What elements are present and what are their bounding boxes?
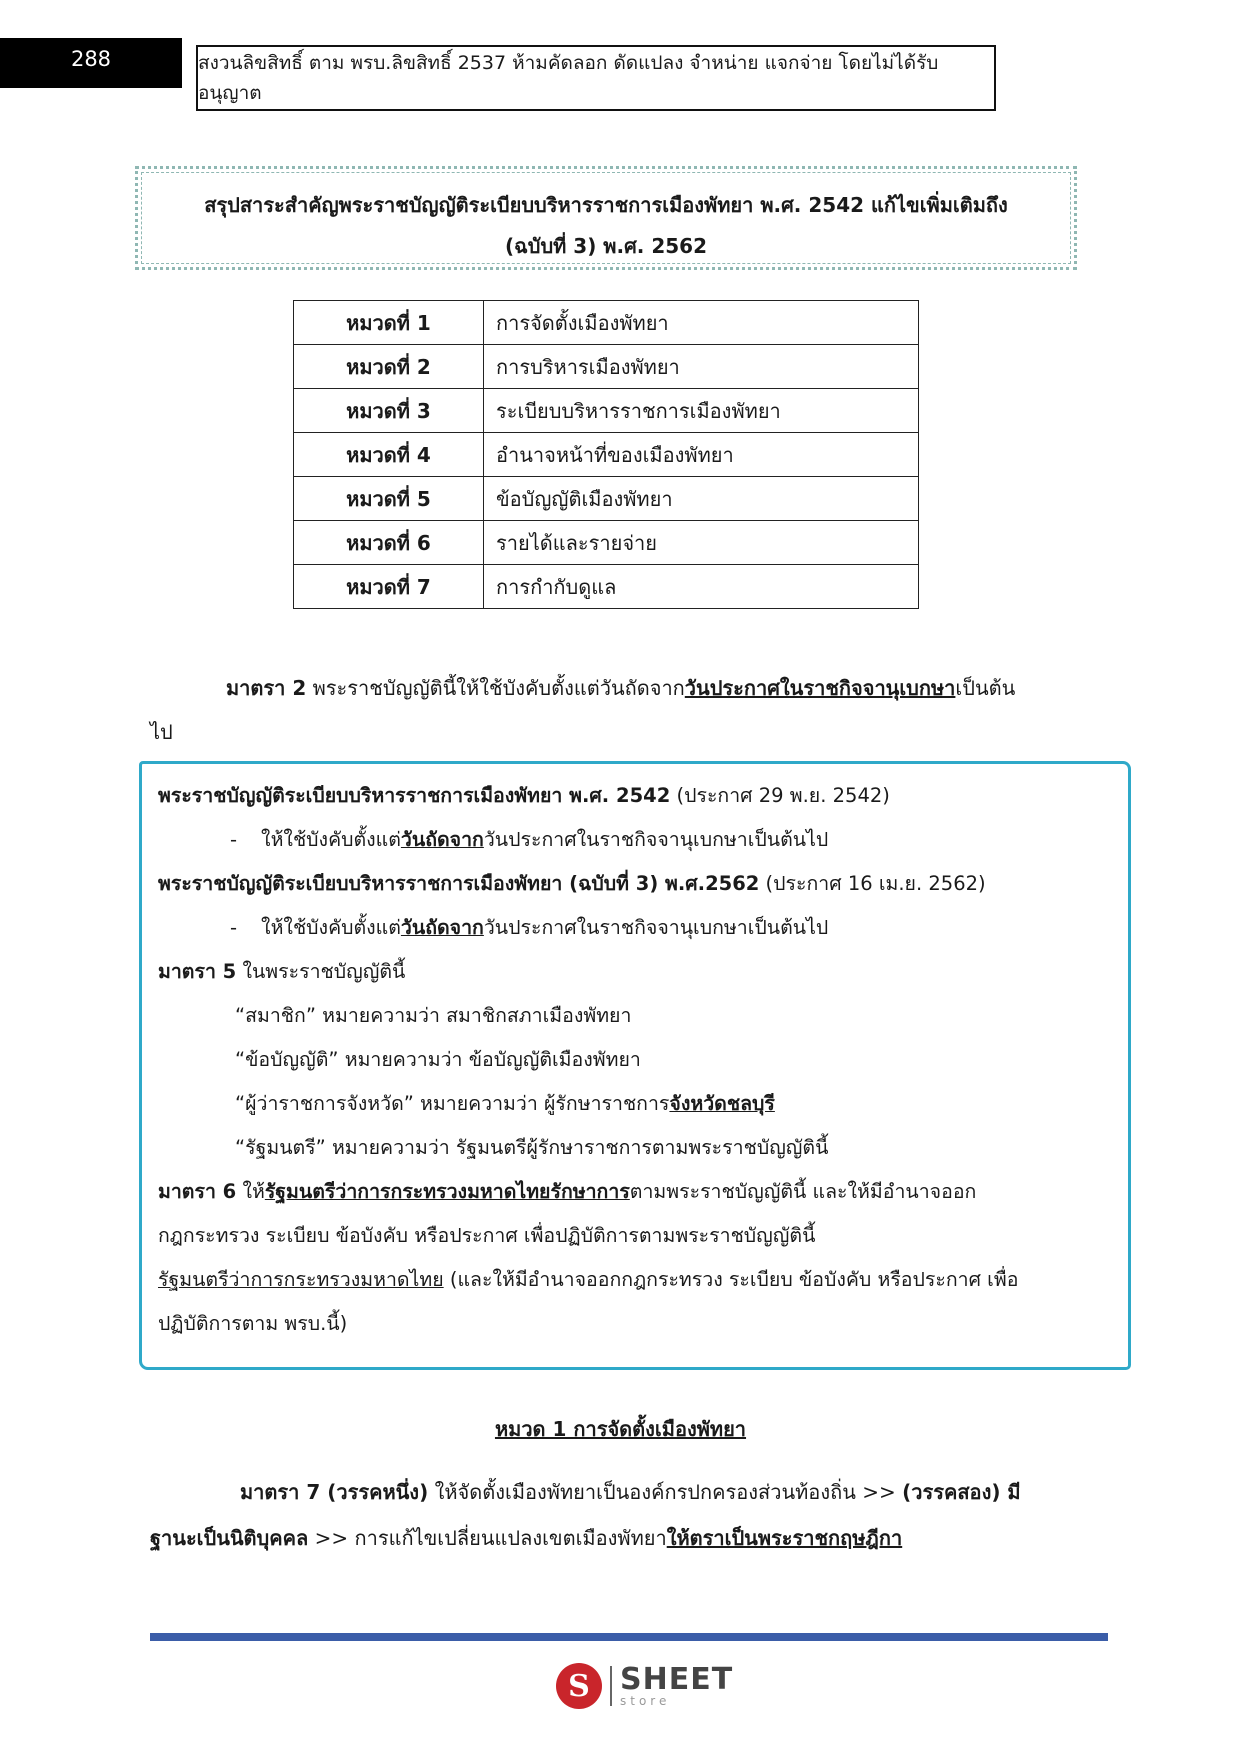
chapter-number: หมวดที่ 4 xyxy=(294,433,484,477)
table-row xyxy=(294,433,919,477)
logo-subword: store xyxy=(620,1694,671,1708)
table-row xyxy=(294,565,919,609)
chapter-number: หมวดที่ 5 xyxy=(294,477,484,521)
table-row xyxy=(294,477,919,521)
section-7-paragraph-2: (วรรคสอง) มี xyxy=(902,1480,1021,1504)
act-2019-title: พระราชบัญญัติระเบียบบริหารราชการเมืองพัทยา (ฉบับที่ 3) พ.ศ.2562 xyxy=(158,872,760,895)
act-1999-enforce xyxy=(230,828,828,851)
enforce-emphasis: วันถัดจาก xyxy=(400,828,484,851)
chapter-name: รายได้และรายจ่าย xyxy=(484,521,919,565)
enforce-post: วันประกาศในราชกิจจานุเบกษาเป็นต้นไป xyxy=(483,916,829,939)
section-6-line-3-text: (และให้มีอำนาจออกกฎกระทรวง ระเบียบ ข้อบังคับ หรือประกาศ เพื่อ xyxy=(443,1268,1019,1291)
page-number: 288 xyxy=(0,38,182,88)
logo-word: SHEET xyxy=(620,1662,734,1697)
enforce-post: วันประกาศในราชกิจจานุเบกษาเป็นต้นไป xyxy=(483,828,829,851)
section-6-label: มาตรา 6 xyxy=(158,1180,237,1203)
section-6-minister: รัฐมนตรีว่าการกระทรวงมหาดไทย xyxy=(158,1268,444,1291)
section-6-line-3 xyxy=(158,1268,1018,1291)
table-row xyxy=(294,521,919,565)
logo-s-icon: S xyxy=(556,1663,602,1709)
section-7-line-1 xyxy=(240,1480,1021,1504)
chapter-name: ข้อบัญญัติเมืองพัทยา xyxy=(484,477,919,521)
table-row xyxy=(294,389,919,433)
section-2-tail: เป็นต้น xyxy=(955,676,1016,700)
definition-member: “สมาชิก” หมายความว่า สมาชิกสภาเมืองพัทยา xyxy=(235,1004,632,1027)
section-2-emphasis: วันประกาศในราชกิจจานุเบกษา xyxy=(684,676,956,700)
act-1999-note: (ประกาศ 29 พ.ย. 2542) xyxy=(670,784,890,807)
bullet-dash: - xyxy=(230,916,238,939)
copyright-notice: สงวนลิขสิทธิ์ ตาม พรบ.ลิขสิทธิ์ 2537 ห้ามคัดลอก ดัดแปลง จำหน่าย แจกจ่าย โดยไม่ได้รับอนุญาต xyxy=(196,45,996,111)
title-line-1: สรุปสาระสำคัญพระราชบัญญัติระเบียบบริหารราชการเมืองพัทยา พ.ศ. 2542 แก้ไขเพิ่มเติมถึง xyxy=(204,193,1008,217)
chapter-name: การจัดตั้งเมืองพัทยา xyxy=(484,301,919,345)
chapter-number: หมวดที่ 7 xyxy=(294,565,484,609)
section-2-text: พระราชบัญญัตินี้ให้ใช้บังคับตั้งแต่วันถัดจาก xyxy=(306,676,685,700)
section-7-line-2 xyxy=(150,1526,902,1550)
chapter-number: หมวดที่ 2 xyxy=(294,345,484,389)
section-2-paragraph xyxy=(226,676,1015,700)
section-5-text: ในพระราชบัญญัตินี้ xyxy=(236,960,406,983)
section-6-line-4: ปฏิบัติการตาม พรบ.นี้) xyxy=(158,1312,348,1335)
definition-governor-text: “ผู้ว่าราชการจังหวัด” หมายความว่า ผู้รักษาราชการ xyxy=(235,1092,670,1115)
definition-governor xyxy=(235,1092,775,1115)
act-2019-note: (ประกาศ 16 เม.ย. 2562) xyxy=(759,872,986,895)
act-2019-enforce xyxy=(230,916,828,939)
table-row xyxy=(294,301,919,345)
section-7-text: ให้จัดตั้งเมืองพัทยาเป็นองค์กรปกครองส่วนท้องถิ่น >> xyxy=(428,1480,903,1504)
section-6-line-1 xyxy=(158,1180,976,1203)
chapter-name: การกำกับดูแล xyxy=(484,565,919,609)
section-6-pre: ให้ xyxy=(236,1180,265,1203)
act-1999-title: พระราชบัญญัติระเบียบบริหารราชการเมืองพัทยา พ.ศ. 2542 xyxy=(158,784,671,807)
section-7-decree: ให้ตราเป็นพระราชกฤษฎีกา xyxy=(666,1526,903,1550)
section-7-label: มาตรา 7 (วรรคหนึ่ง) xyxy=(240,1480,429,1504)
chapter-1-heading: หมวด 1 การจัดตั้งเมืองพัทยา xyxy=(494,1417,747,1441)
definition-ordinance: “ข้อบัญญัติ” หมายความว่า ข้อบัญญัติเมืองพัทยา xyxy=(235,1048,641,1071)
section-7-line-2-text: >> การแก้ไขเปลี่ยนแปลงเขตเมืองพัทยา xyxy=(308,1526,667,1550)
chapter-name: การบริหารเมืองพัทยา xyxy=(484,345,919,389)
chapter-number: หมวดที่ 6 xyxy=(294,521,484,565)
section-2-label: มาตรา 2 xyxy=(226,676,307,700)
section-6-line-2: กฎกระทรวง ระเบียบ ข้อบังคับ หรือประกาศ เพื่อปฏิบัติการตามพระราชบัญญัตินี้ xyxy=(158,1224,816,1247)
sheet-store-logo xyxy=(556,1660,733,1712)
section-2-continuation: ไป xyxy=(150,720,173,744)
chapter-name: อำนาจหน้าที่ของเมืองพัทยา xyxy=(484,433,919,477)
section-5-line xyxy=(158,960,405,983)
logo-wordmark xyxy=(620,1662,734,1708)
definition-governor-emphasis: จังหวัดชลบุรี xyxy=(669,1092,775,1115)
title-line-2: (ฉบับที่ 3) พ.ศ. 2562 xyxy=(504,234,708,258)
act-1999-line xyxy=(158,784,890,807)
chapter-number: หมวดที่ 3 xyxy=(294,389,484,433)
table-row xyxy=(294,345,919,389)
logo-separator xyxy=(610,1666,612,1706)
chapter-name: ระเบียบบริหารราชการเมืองพัทยา xyxy=(484,389,919,433)
section-5-label: มาตรา 5 xyxy=(158,960,237,983)
chapter-number: หมวดที่ 1 xyxy=(294,301,484,345)
section-6-post: ตามพระราชบัญญัตินี้ และให้มีอำนาจออก xyxy=(629,1180,977,1203)
bullet-dash: - xyxy=(230,828,238,851)
footer-bar xyxy=(150,1633,1108,1641)
chapters-table xyxy=(293,300,919,609)
definition-minister: “รัฐมนตรี” หมายความว่า รัฐมนตรีผู้รักษาราชการตามพระราชบัญญัตินี้ xyxy=(235,1136,829,1159)
enforce-emphasis: วันถัดจาก xyxy=(400,916,484,939)
title-box xyxy=(135,166,1077,270)
section-7-juristic: ฐานะเป็นนิติบุคคล xyxy=(150,1526,309,1550)
section-6-emphasis: รัฐมนตรีว่าการกระทรวงมหาดไทยรักษาการ xyxy=(264,1180,630,1203)
enforce-pre: ให้ใช้บังคับตั้งแต่ xyxy=(261,916,401,939)
enforce-pre: ให้ใช้บังคับตั้งแต่ xyxy=(261,828,401,851)
act-2019-line xyxy=(158,872,986,895)
